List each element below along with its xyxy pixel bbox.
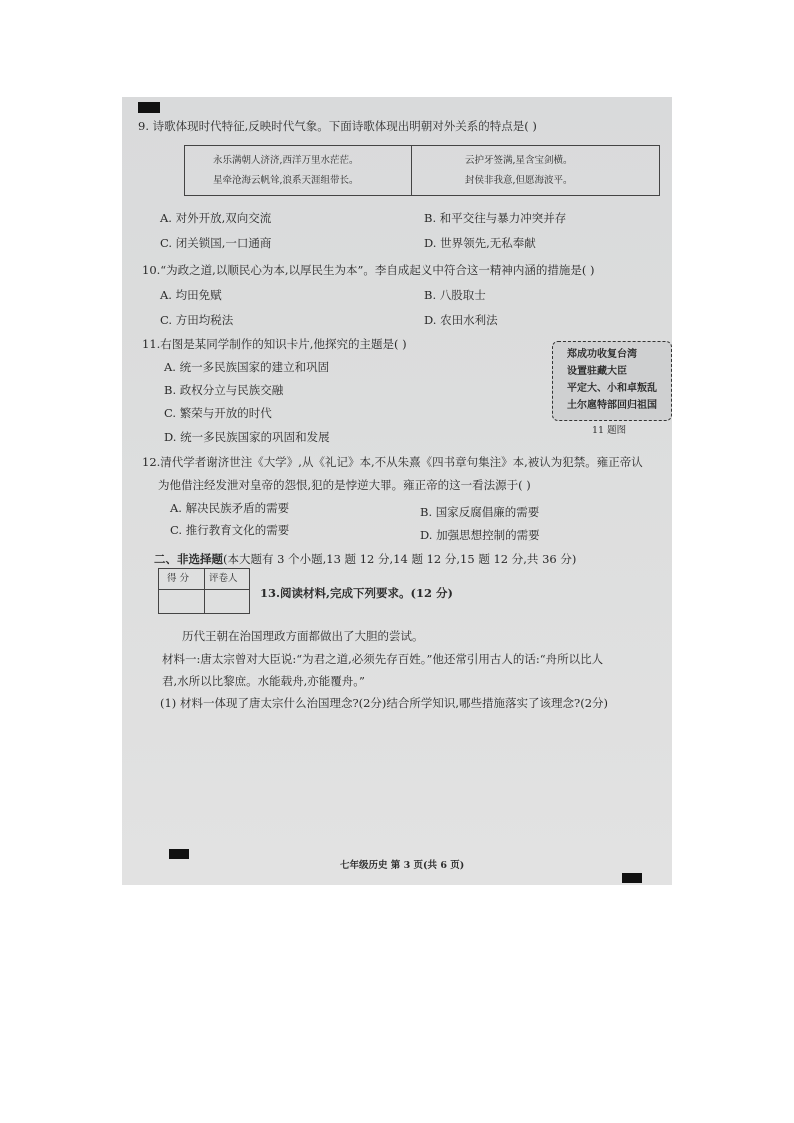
q13-material-line-1: 材料一:唐太宗曾对大臣说:“为君之道,必须先存百姓。”他还常引用古人的话:“舟所以比人 (162, 652, 604, 666)
poem-left-line-1: 永乐满朝人济济,西洋万里水茫茫。 (213, 155, 359, 166)
registration-mark (622, 873, 642, 883)
question-12-stem-line-2: 为他借注经发泄对皇帝的怨恨,犯的是悖逆大罪。雍正帝的这一看法源于( ) (158, 478, 531, 492)
q10-option-a: A. 均田免赋 (160, 288, 222, 302)
card-line: 郑成功收复台湾 (567, 349, 637, 360)
knowledge-card (552, 341, 672, 421)
q9-option-d: D. 世界领先,无私奉献 (424, 236, 536, 250)
registration-mark (138, 102, 160, 113)
q10-option-d: D. 农田水利法 (424, 313, 498, 327)
q9-option-b: B. 和平交往与暴力冲突并存 (424, 211, 567, 225)
question-9-stem: 9. 诗歌体现时代特征,反映时代气象。下面诗歌体现出明朝对外关系的特点是( ) (138, 119, 537, 133)
section-detail: (本大题有 3 个小题,13 题 12 分,14 题 12 分,15 题 12 分,共 36 分) (223, 552, 577, 566)
card-line: 土尔扈特部回归祖国 (567, 400, 657, 411)
poem-right-line-2: 封侯非我意,但愿海波平。 (465, 175, 573, 186)
q11-option-d: D. 统一多民族国家的巩固和发展 (164, 430, 330, 444)
question-11-stem: 11.右图是某同学制作的知识卡片,他探究的主题是( ) (142, 337, 407, 351)
question-10-stem: 10.“为政之道,以顺民心为本,以厚民生为本”。李自成起义中符合这一精神内涵的措施是( ) (142, 263, 595, 277)
q9-option-a: A. 对外开放,双向交流 (160, 211, 272, 225)
registration-mark (169, 849, 189, 859)
question-12-stem-line-1: 12.清代学者谢济世注《大学》,从《礼记》本,不从朱熹《四书章句集注》本,被认为犯禁。雍正帝认 (142, 455, 643, 469)
q13-subquestion-1: (1) 材料一体现了唐太宗什么治国理念?(2分)结合所学知识,哪些措施落实了该理念?(2分) (160, 696, 609, 710)
q11-option-a: A. 统一多民族国家的建立和巩固 (164, 360, 330, 374)
card-line: 平定大、小和卓叛乱 (567, 383, 657, 394)
q11-option-b: B. 政权分立与民族交融 (164, 383, 284, 397)
q12-option-d: D. 加强思想控制的需要 (420, 528, 540, 542)
page-footer: 七年级历史 第 3 页(共 6 页) (340, 860, 465, 871)
q12-option-b: B. 国家反腐倡廉的需要 (420, 505, 540, 519)
q12-option-a: A. 解决民族矛盾的需要 (170, 501, 290, 515)
poem-left-line-2: 星牵沧海云帆耸,浪系天涯组带长。 (213, 175, 359, 186)
question-13-stem: 13.阅读材料,完成下列要求。(12 分) (260, 586, 453, 600)
q10-option-c: C. 方田均税法 (160, 313, 234, 327)
q10-option-b: B. 八股取士 (424, 288, 486, 302)
q13-intro: 历代王朝在治国理政方面都做出了大胆的尝试。 (182, 629, 424, 643)
poem-table (184, 145, 660, 196)
poem-right-line-1: 云护牙签满,星含宝剑横。 (465, 155, 573, 166)
card-line: 设置驻藏大臣 (567, 366, 627, 377)
figure-caption: 11 题图 (592, 425, 627, 436)
score-label: 得 分 (167, 573, 190, 584)
section-title: 二、非选择题 (154, 552, 223, 566)
q12-option-c: C. 推行教育文化的需要 (170, 523, 290, 537)
grader-label: 评卷人 (209, 573, 238, 584)
q11-option-c: C. 繁荣与开放的时代 (164, 406, 272, 420)
q9-option-c: C. 闭关锁国,一口通商 (160, 236, 272, 250)
exam-page-photo (122, 97, 672, 885)
score-box (158, 568, 250, 614)
q13-material-line-2: 君,水所以比黎庶。水能载舟,亦能覆舟。” (162, 674, 365, 688)
section-heading (154, 552, 576, 566)
